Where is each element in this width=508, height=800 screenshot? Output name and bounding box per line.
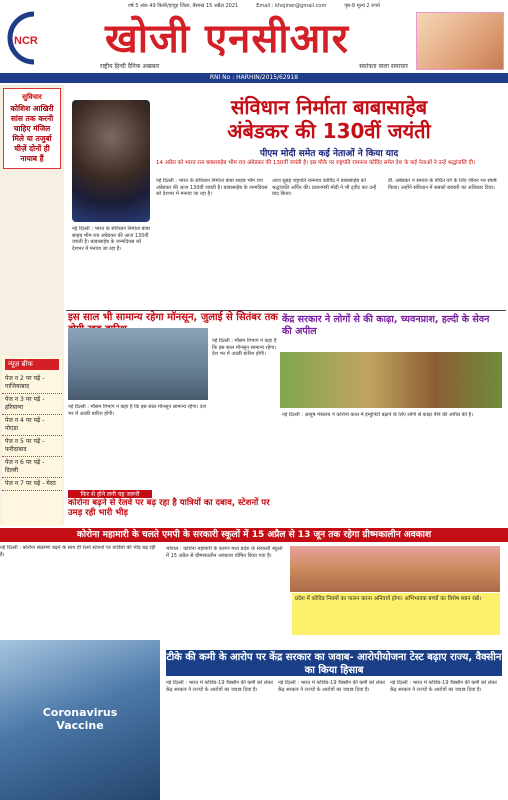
lead-intro: 14 अप्रैल को भारत रत्न बाबासाहेब भीम राव अंबेडकर की 130वीं जयंती है। इस मौके पर राष्ट्रपति रामनाथ कोविंद समेत देश के कई नेताओं ने उन्हें श्रद्धांजलि दी। [156,160,475,166]
brief-item: पेज न 6 पर पढ़ें - दिल्ली [2,457,62,478]
mp-schools-band [0,528,508,542]
issue-line: वर्ष 5 अंक 49 किसी/हापुड़ जिला, बैसाख 15 अप्रैल 2021 [128,3,239,9]
logo-text: NCR [14,35,38,47]
vaccine-label: Coronavirus Vaccine [42,706,118,732]
quote-title: सुविचार [22,93,42,101]
lead-headline [156,95,502,143]
brief-item: पेज न 2 पर पढ़ें - गाजियाबाद [2,373,62,394]
ambedkar-photo [72,100,150,222]
lead-subhead: पीएम मोदी समेत कई नेताओं ने किया याद [259,149,399,159]
railway-tag: फिर से होने लगी यह जरूरी [68,490,152,498]
vaccine-body-1: नई दिल्ली : भारत में कोविड-19 वैक्सीन की कमी को लेकर केंद्र सरकार ने राज्यों के आरोपों का जवाब दिया है। [166,680,274,693]
quote-box [3,88,61,169]
vaccine-body-2: नई दिल्ली : भारत में कोविड-19 वैक्सीन की कमी को लेकर केंद्र सरकार ने राज्यों के आरोपों का जवाब दिया है। [278,680,386,693]
section-divider [66,310,506,311]
tagline-right: स्वतंत्रता वाला समाचार [359,63,408,70]
brief-item: पेज न 4 पर पढ़ें - नोएडा [2,415,62,436]
khoji-logo [6,10,50,66]
kadha-body: नई दिल्ली : आयुष मंत्रालय ने कोरोना काल में इम्युनिटी बढ़ाने के लिए लोगों से काढ़ा पीने की अपील की है। [282,412,474,418]
pages-price: पृष्ठ-8 मूल्य 2 रुपये [344,3,380,9]
email-text: Email : khojiner@gmail.com [256,3,327,9]
registration-bar: RNI No : HARHIN/2015/62918 [0,73,508,83]
lead-col-2: आज सुबह राष्ट्रपति रामनाथ कोविंद ने बाबासाहेब को श्रद्धांजलि अर्पित की। प्रधानमंत्री मोदी ने भी ट्वीट कर उन्हें याद किया। [272,178,377,197]
kadha-headline: केंद्र सरकार ने लोगों से की काढ़ा, च्यवनप्राश, हल्दी के सेवन की अपील [282,314,490,337]
railway-body: नई दिल्ली : कोरोना संक्रमण बढ़ने के साथ ही रेलवे स्टेशनों पर यात्रियों की भीड़ बढ़ रही है। [0,545,156,558]
railway-headline: कोरोना बढ़ने से रेलवे पर बढ़ रहा है यात्रियों का दबाव, स्टेशनों पर उमड़ रही भारी भीड़ [68,498,270,518]
herbs-photo [280,352,502,408]
monsoon-body: नई दिल्ली : मौसम विभाग ने कहा है कि इस साल मॉनसून सामान्य रहेगा। देश भर में अच्छी बारिश होगी। [212,338,277,357]
monsoon-body-2: नई दिल्ली : मौसम विभाग ने कहा है कि इस साल मॉनसून सामान्य रहेगा। देश भर में अच्छी बारिश होगी। [68,404,206,417]
vaccine-body-3: नई दिल्ली : भारत में कोविड-19 वैक्सीन की कमी को लेकर केंद्र सरकार ने राज्यों के आरोपों का जवाब दिया है। [390,680,498,693]
lead-col-0: नई दिल्ली : भारत के संविधान निर्माता बाबा साहब भीम राव अंबेडकर की आज 130वीं जयंती है। बाबासाहेब के जन्मदिवस को देशभर में मनाया जा रहा है। [72,226,150,252]
masthead: खोजी एनसीआर [104,16,349,62]
school-kids-photo [290,546,500,592]
lead-col-1: नई दिल्ली : भारत के संविधान निर्माता बाबा साहब भीम राव अंबेडकर की आज 130वीं जयंती है। बाबासाहेब के जन्मदिवस को देशभर में मनाया जा रहा है। [156,178,268,197]
quote-text: कोशिश आखिरी सांस तक करनी चाहिए मंजिल मिले या तजुर्बा चीज़ें दोनों ही नायाब हैं [10,104,54,163]
mp-schools-headline: कोरोना महामारी के चलते एमपी के सरकारी स्कूलों में 15 अप्रैल से 13 जून तक रहेगा ग्रीष्मकालीन अवकाश [76,530,432,540]
issue-info-bar [0,0,508,12]
news-brief-label: न्यूज़ ब्रीफ [5,359,59,370]
lead-headline-line2: अंबेडकर की 130वीं जयंती [227,119,431,143]
vaccine-headline: टीके की कमी के आरोप पर केंद्र सरकार का जवाब- आरोपीयोजना टेस्ट बढ़ाए राज्य, वैक्सीन का किया हिसाब [166,652,502,676]
brief-item: पेज न 3 पर पढ़ें - हरियाणा [2,394,62,415]
news-brief-box [2,356,62,526]
mp-schools-highlight: प्रदेश में कोविड नियमों का पालन करना अनिवार्य होगा। अभिभावक बच्चों का विशेष ध्यान रखें। [292,593,500,635]
monsoon-headline: इस साल भी सामान्य रहेगा मॉनसून, जुलाई से सितंबर तक [68,312,278,323]
lead-col-3: डॉ. अंबेडकर ने समाज के वंचित वर्ग के लिए जीवन भर संघर्ष किया। उन्होंने संविधान में सबको बराबरी का अधिकार दिया। [388,178,497,191]
lead-headline-line1: संविधान निर्माता बाबासाहेब [230,95,428,119]
tagline-row [0,62,508,70]
mp-schools-body: भोपाल : कोरोना महामारी के कारण मध्य प्रदेश के सरकारी स्कूलों में 15 अप्रैल से ग्रीष्मकालीन अवकाश घोषित किया गया है। [166,546,283,559]
brief-item: पेज न 5 पर पढ़ें - फरीदाबाद [2,436,62,457]
brief-item: पेज न 7 पर पढ़ें - मेरठ [2,478,62,491]
rain-photo [68,328,208,400]
tagline-left: राष्ट्रीय हिन्दी दैनिक अखबार [100,63,160,70]
